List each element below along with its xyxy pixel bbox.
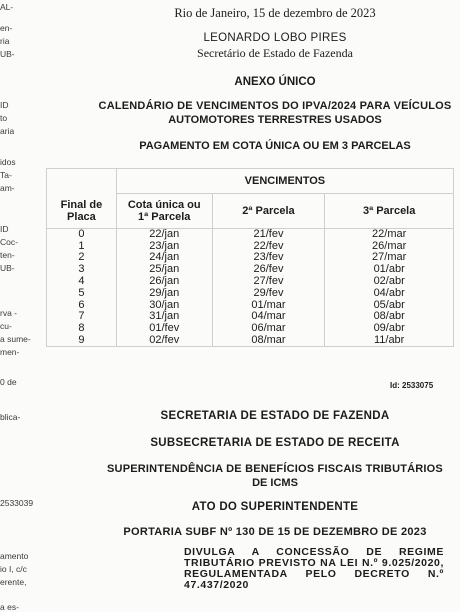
left-column-fragment: to [0, 113, 8, 123]
cell-plate-final: 0 [47, 228, 117, 240]
left-column-fragment: aria [0, 126, 15, 136]
col-header-third-installment: 3ª Parcela [325, 194, 454, 229]
document-id: Id: 2533075 [390, 381, 434, 390]
left-column-fragment: idos [0, 157, 16, 167]
left-column-fragment: am- [0, 183, 15, 193]
left-column-fragment: 0 de [0, 377, 17, 387]
cell-first-installment: 02/fev [116, 335, 212, 347]
cell-plate-final: 6 [47, 299, 117, 311]
cell-first-installment: 01/fev [116, 323, 212, 335]
cell-first-installment: 30/jan [116, 299, 212, 311]
left-column-fragment: blica- [0, 412, 21, 422]
table-row [47, 240, 454, 252]
cell-second-installment: 06/mar [212, 323, 325, 335]
cell-first-installment: 23/jan [116, 240, 212, 252]
cell-first-installment: 25/jan [116, 264, 212, 276]
cell-plate-final: 7 [47, 311, 117, 323]
table-row [47, 287, 454, 299]
cell-plate-final: 9 [47, 335, 117, 347]
table-group-header-row [47, 169, 454, 194]
cell-plate-final: 5 [47, 287, 117, 299]
left-column-fragment: 2533039 [0, 498, 34, 508]
left-column-fragment: erente, [0, 577, 27, 587]
table-body [47, 228, 454, 347]
table-row [47, 323, 454, 335]
due-dates-table [46, 168, 454, 347]
table-row [47, 264, 454, 276]
vencimentos-header: VENCIMENTOS [116, 169, 453, 194]
cell-third-installment: 04/abr [325, 287, 454, 299]
cell-third-installment: 27/mar [325, 252, 454, 264]
superintendencia-heading-line1: SUPERINTENDÊNCIA DE BENEFÍCIOS FISCAIS TRIBUTÁRIOS [107, 463, 443, 475]
annex-title-line1: CALENDÁRIO DE VENCIMENTOS DO IPVA/2024 PARA VEÍCULOS [98, 100, 452, 112]
cell-first-installment: 26/jan [116, 276, 212, 288]
col-header-plate: Final de Placa [47, 194, 117, 229]
cell-first-installment: 31/jan [116, 311, 212, 323]
left-column-fragment: ID [0, 224, 9, 234]
left-column-fragment: en- [0, 23, 13, 33]
cell-third-installment: 09/abr [325, 323, 454, 335]
cell-third-installment: 11/abr [325, 335, 454, 347]
portaria-heading: PORTARIA SUBF Nº 130 DE 15 DE DEZEMBRO DE 2023 [123, 526, 427, 538]
left-column-fragment: ID [0, 100, 9, 110]
cell-third-installment: 08/abr [325, 311, 454, 323]
table-row [47, 311, 454, 323]
cell-plate-final: 3 [47, 264, 117, 276]
place-and-date: Rio de Janeiro, 15 de dezembro de 2023 [174, 6, 376, 20]
col-header-first-installment: Cota única ou 1ª Parcela [116, 194, 212, 229]
table-row [47, 252, 454, 264]
table-row [47, 276, 454, 288]
portaria-summary: DIVULGA A CONCESSÃO DE REGIME TRIBUTÁRIO PREVISTO NA LEI N.º 9.025/2020, REGULAMENTADA PELO DECRETO N.º 47.437/2020 [184, 546, 444, 591]
table-row [47, 299, 454, 311]
cell-second-installment: 21/fev [212, 228, 325, 240]
left-column-fragment: UB- [0, 49, 15, 59]
left-column-fragment: Coc- [0, 237, 18, 247]
cell-plate-final: 4 [47, 276, 117, 288]
cell-second-installment: 23/fev [212, 252, 325, 264]
subsecretaria-heading: SUBSECRETARIA DE ESTADO DE RECEITA [150, 437, 400, 449]
left-column-fragment: men- [0, 347, 20, 357]
secretaria-heading: SECRETARIA DE ESTADO DE FAZENDA [160, 410, 390, 422]
left-column-fragment: Ta- [0, 170, 12, 180]
left-column-fragment: ten- [0, 250, 15, 260]
cell-second-installment: 27/fev [212, 276, 325, 288]
annex-title-line2: AUTOMOTORES TERRESTRES USADOS [168, 114, 382, 126]
left-column-fragment: cu- [0, 321, 12, 331]
cell-third-installment: 05/abr [325, 299, 454, 311]
left-column-fragment: AL- [0, 2, 14, 12]
left-column-fragment: amento [0, 551, 29, 561]
cell-third-installment: 02/abr [325, 276, 454, 288]
table-column-header-row [47, 194, 454, 229]
cell-plate-final: 1 [47, 240, 117, 252]
left-column-fragment: io I, c/c [0, 564, 27, 574]
cell-plate-final: 8 [47, 323, 117, 335]
cell-second-installment: 26/fev [212, 264, 325, 276]
left-column-fragment: ria [0, 36, 10, 46]
annex-subtitle: PAGAMENTO EM COTA ÚNICA OU EM 3 PARCELAS [139, 140, 411, 152]
left-column-fragment: rva - [0, 308, 17, 318]
cell-second-installment: 04/mar [212, 311, 325, 323]
left-column-fragment: a sume- [0, 334, 31, 344]
annex-label: ANEXO ÚNICO [234, 76, 316, 88]
cell-first-installment: 29/jan [116, 287, 212, 299]
left-column-fragment: UB- [0, 263, 15, 273]
left-column-fragment: a es- [0, 602, 19, 612]
cell-third-installment: 01/abr [325, 264, 454, 276]
cell-second-installment: 01/mar [212, 299, 325, 311]
col-header-second-installment: 2ª Parcela [212, 194, 325, 229]
cell-first-installment: 22/jan [116, 228, 212, 240]
signer-title: Secretário de Estado de Fazenda [197, 46, 353, 60]
cell-third-installment: 22/mar [325, 228, 454, 240]
cell-second-installment: 22/fev [212, 240, 325, 252]
ato-heading: ATO DO SUPERINTENDENTE [191, 501, 359, 513]
cell-second-installment: 08/mar [212, 335, 325, 347]
cell-plate-final: 2 [47, 252, 117, 264]
signer-name: LEONARDO LOBO PIRES [203, 32, 347, 44]
table-row [47, 228, 454, 240]
superintendencia-heading-line2: DE ICMS [252, 477, 298, 489]
cell-first-installment: 24/jan [116, 252, 212, 264]
table-row [47, 335, 454, 347]
cell-third-installment: 26/mar [325, 240, 454, 252]
cell-second-installment: 29/fev [212, 287, 325, 299]
